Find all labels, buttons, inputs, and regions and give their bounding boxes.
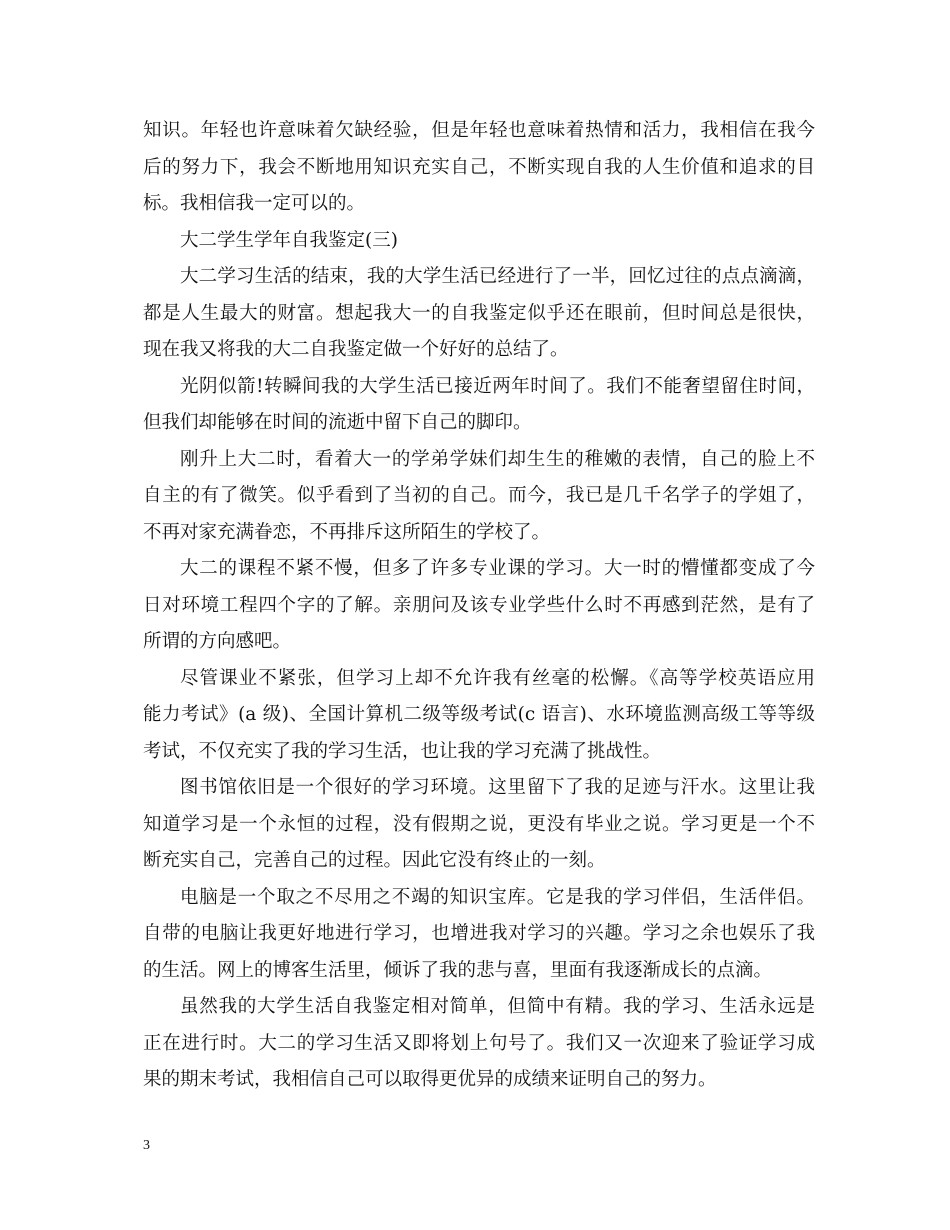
text-line: 但我们却能够在时间的流逝中留下自己的脚印。: [143, 412, 532, 433]
paragraph-continuation: [143, 113, 815, 223]
paragraph: [143, 551, 815, 661]
heading-text: 大二学生学年自我鉴定(三): [180, 229, 398, 251]
text-line: 不再对家充满眷恋，不再排斥这所陌生的学校了。: [143, 521, 551, 543]
text-line: 自主的有了微笑。似乎看到了当初的自己。而今，我已是几千名学子的学姐了，: [143, 485, 815, 506]
text-line: 虽然我的大学生活自我鉴定相对简单，但简中有精。我的学习、生活永远是: [180, 996, 815, 1017]
text-line: 知道学习是一个永恒的过程，没有假期之说，更没有毕业之说。学习更是一个不: [143, 813, 815, 835]
paragraph: [143, 989, 815, 1099]
text-line: 刚升上大二时，看着大一的学弟学妹们却生生的稚嫩的表情，自己的脸上不: [180, 448, 815, 470]
document-body: [143, 113, 815, 1099]
text-line: 都是人生最大的财富。想起我大一的自我鉴定似乎还在眼前，但时间总是很快，: [143, 302, 815, 324]
text-line: 大二学习生活的结束，我的大学生活已经进行了一半，回忆过往的点点滴滴，: [180, 266, 815, 287]
section-heading: [143, 223, 815, 260]
paragraph: [143, 880, 815, 990]
text-line: 日对环境工程四个字的了解。亲朋问及该专业学些什么时不再感到茫然，是有了: [143, 594, 815, 616]
text-line: 的生活。网上的博客生活里，倾诉了我的悲与喜，里面有我逐渐成长的点滴。: [143, 959, 773, 981]
text-line: 大二的课程不紧不慢，但多了许多专业课的学习。大一时的懵懂都变成了今: [180, 558, 815, 579]
text-line: 考试，不仅充实了我的学习生活，也让我的学习充满了挑战性。: [143, 740, 662, 762]
text-line: 知识。年轻也许意味着欠缺经验，但是年轻也意味着热情和活力，我相信在我今: [143, 120, 815, 141]
text-line: 光阴似箭!转瞬间我的大学生活已接近两年时间了。我们不能奢望留住时间，: [180, 375, 815, 397]
text-line: 现在我又将我的大二自我鉴定做一个好好的总结了。: [143, 339, 569, 360]
text-line: 后的努力下，我会不断地用知识充实自己，不断实现自我的人生价值和追求的目: [143, 156, 815, 178]
text-line: 断充实自己，完善自己的过程。因此它没有终止的一刻。: [143, 850, 606, 871]
text-line: 果的期末考试，我相信自己可以取得更优异的成绩来证明自己的努力。: [143, 1069, 717, 1090]
text-line: 图书馆依旧是一个很好的学习环境。这里留下了我的足迹与汗水。这里让我: [180, 777, 815, 798]
text-line: 电脑是一个取之不尽用之不竭的知识宝库。它是我的学习伴侣，生活伴侣。: [180, 886, 815, 908]
text-line: 自带的电脑让我更好地进行学习，也增进我对学习的兴趣。学习之余也娱乐了我: [143, 923, 815, 944]
paragraph: [143, 661, 815, 771]
text-line: 标。我相信我一定可以的。: [143, 193, 366, 214]
paragraph: [143, 442, 815, 552]
paragraph: [143, 259, 815, 369]
text-line: 正在进行时。大二的学习生活又即将划上句号了。我们又一次迎来了验证学习成: [143, 1032, 815, 1054]
text-line: 尽管课业不紧张，但学习上却不允许我有丝毫的松懈。《高等学校英语应用: [180, 667, 815, 689]
paragraph: [143, 770, 815, 880]
page-number: 3: [143, 1138, 150, 1153]
text-line: 能力考试》(a 级)、全国计算机二级等级考试(c 语言)、水环境监测高级工等等级: [143, 704, 815, 725]
paragraph: [143, 369, 815, 442]
text-line: 所谓的方向感吧。: [143, 631, 292, 652]
